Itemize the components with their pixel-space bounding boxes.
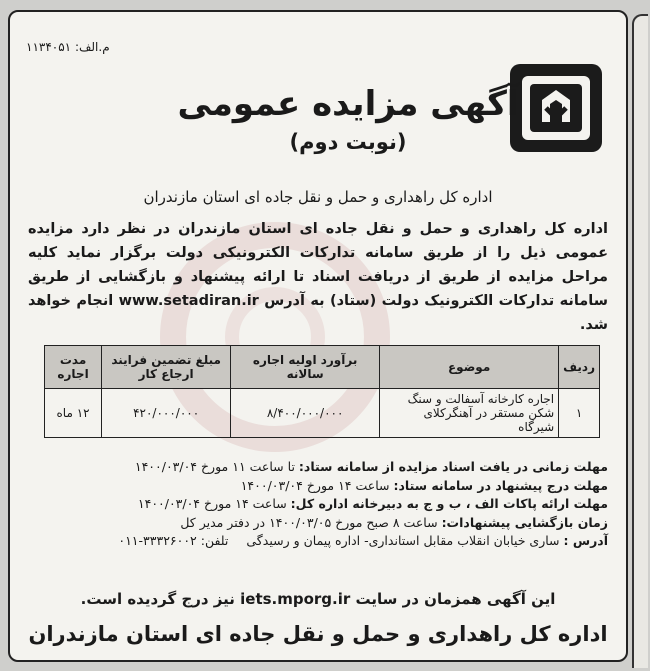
page-subtitle: (نوبت دوم) xyxy=(289,130,407,154)
info-value: ساعت ۱۴ مورخ ۱۴۰۰/۰۳/۰۴ xyxy=(137,496,287,511)
row-guarantee: ۴۲۰/۰۰۰/۰۰۰ xyxy=(102,389,231,438)
organization-line: اداره کل راهداری و حمل و نقل جاده ای استان مازندران xyxy=(143,188,493,206)
column-header-num: ردیف xyxy=(559,346,600,389)
column-header-estimate: برآورد اولیه اجاره سالانه xyxy=(231,346,380,389)
info-label: مهلت درج پیشنهاد در سامانه ستاد: xyxy=(393,477,608,493)
adjacent-page-edge xyxy=(632,14,648,668)
deadline-info xyxy=(28,458,608,551)
info-label: آدرس : xyxy=(563,533,608,548)
row-number: ۱ xyxy=(559,389,600,438)
info-label: مهلت زمانی در یافت اسناد مزایده از سامانه ستاد: xyxy=(298,459,608,474)
auction-table xyxy=(44,345,600,438)
info-value: ساعت ۸ صبح مورخ ۱۴۰۰/۰۳/۰۵ در دفتر مدیر کل xyxy=(180,514,438,530)
table-row xyxy=(45,389,600,438)
column-header-guarantee: مبلغ تضمین فرایند ارجاع کار xyxy=(102,346,231,389)
footnote: این آگهی همزمان در سایت iets.mporg.ir نیز درج گردیده است. xyxy=(80,590,556,608)
intro-text: اداره کل راهداری و حمل و نقل جاده ای استان مازندران در نظر دارد مزایده عمومی ذیل را از طریق سامانه تدارکات الکترونیکی دولت برگزار نماید کلیه مراحل مزایده از طریق از دریافت اسناد تا ارائه پیشنهاد و بازگشایی از طریق سامانه تدارکات الکترونیک دولت (ستاد) به آدرس xyxy=(28,221,608,309)
intro-paragraph xyxy=(28,217,608,337)
advertisement-sheet xyxy=(8,10,628,662)
info-line-envelope-deadline xyxy=(28,495,608,514)
row-estimate: ۸/۴۰۰/۰۰۰/۰۰۰ xyxy=(231,389,380,438)
info-line-document-deadline xyxy=(28,458,608,477)
intro-site-link[interactable]: www.setadiran.ir xyxy=(118,293,259,309)
info-label: مهلت ارائه پاکات الف ، ب و ج به دبیرخانه اداره کل: xyxy=(290,496,608,511)
column-header-duration: مدت اجاره xyxy=(45,346,102,389)
info-value: تا ساعت ۱۱ مورخ ۱۴۰۰/۰۳/۰۴ xyxy=(134,459,295,474)
info-line-bid-deadline xyxy=(28,477,608,496)
column-header-subject: موضوع xyxy=(380,346,559,389)
footer-org: اداره کل راهداری و حمل و نقل جاده ای استان مازندران xyxy=(28,622,608,646)
info-line-opening-time xyxy=(28,514,608,533)
row-subject: اجاره کارخانه آسفالت و سنگ شکن مستقر در آهنگرکلای شیرگاه xyxy=(380,389,559,438)
info-value: ساری خیابان انقلاب مقابل استانداری- اداره پیمان و رسیدگی xyxy=(246,533,560,548)
row-duration: ۱۲ ماه xyxy=(45,389,102,438)
reference-number: م.الف: ۱۱۳۴۰۵۱ xyxy=(26,40,110,54)
info-label: زمان بازگشایی پیشنهادات: xyxy=(441,514,608,530)
info-phone: تلفن: ۳۳۳۲۶۰۰۲-۰۱۱ xyxy=(118,533,229,548)
page-title: آگهی مزایده عمومی xyxy=(177,84,519,124)
info-value: ساعت ۱۴ مورخ ۱۴۰۰/۰۳/۰۴ xyxy=(240,477,390,493)
intro-tail: انجام خواهد شد. xyxy=(28,293,608,333)
info-line-address xyxy=(28,532,608,551)
table-header-row xyxy=(45,346,600,389)
